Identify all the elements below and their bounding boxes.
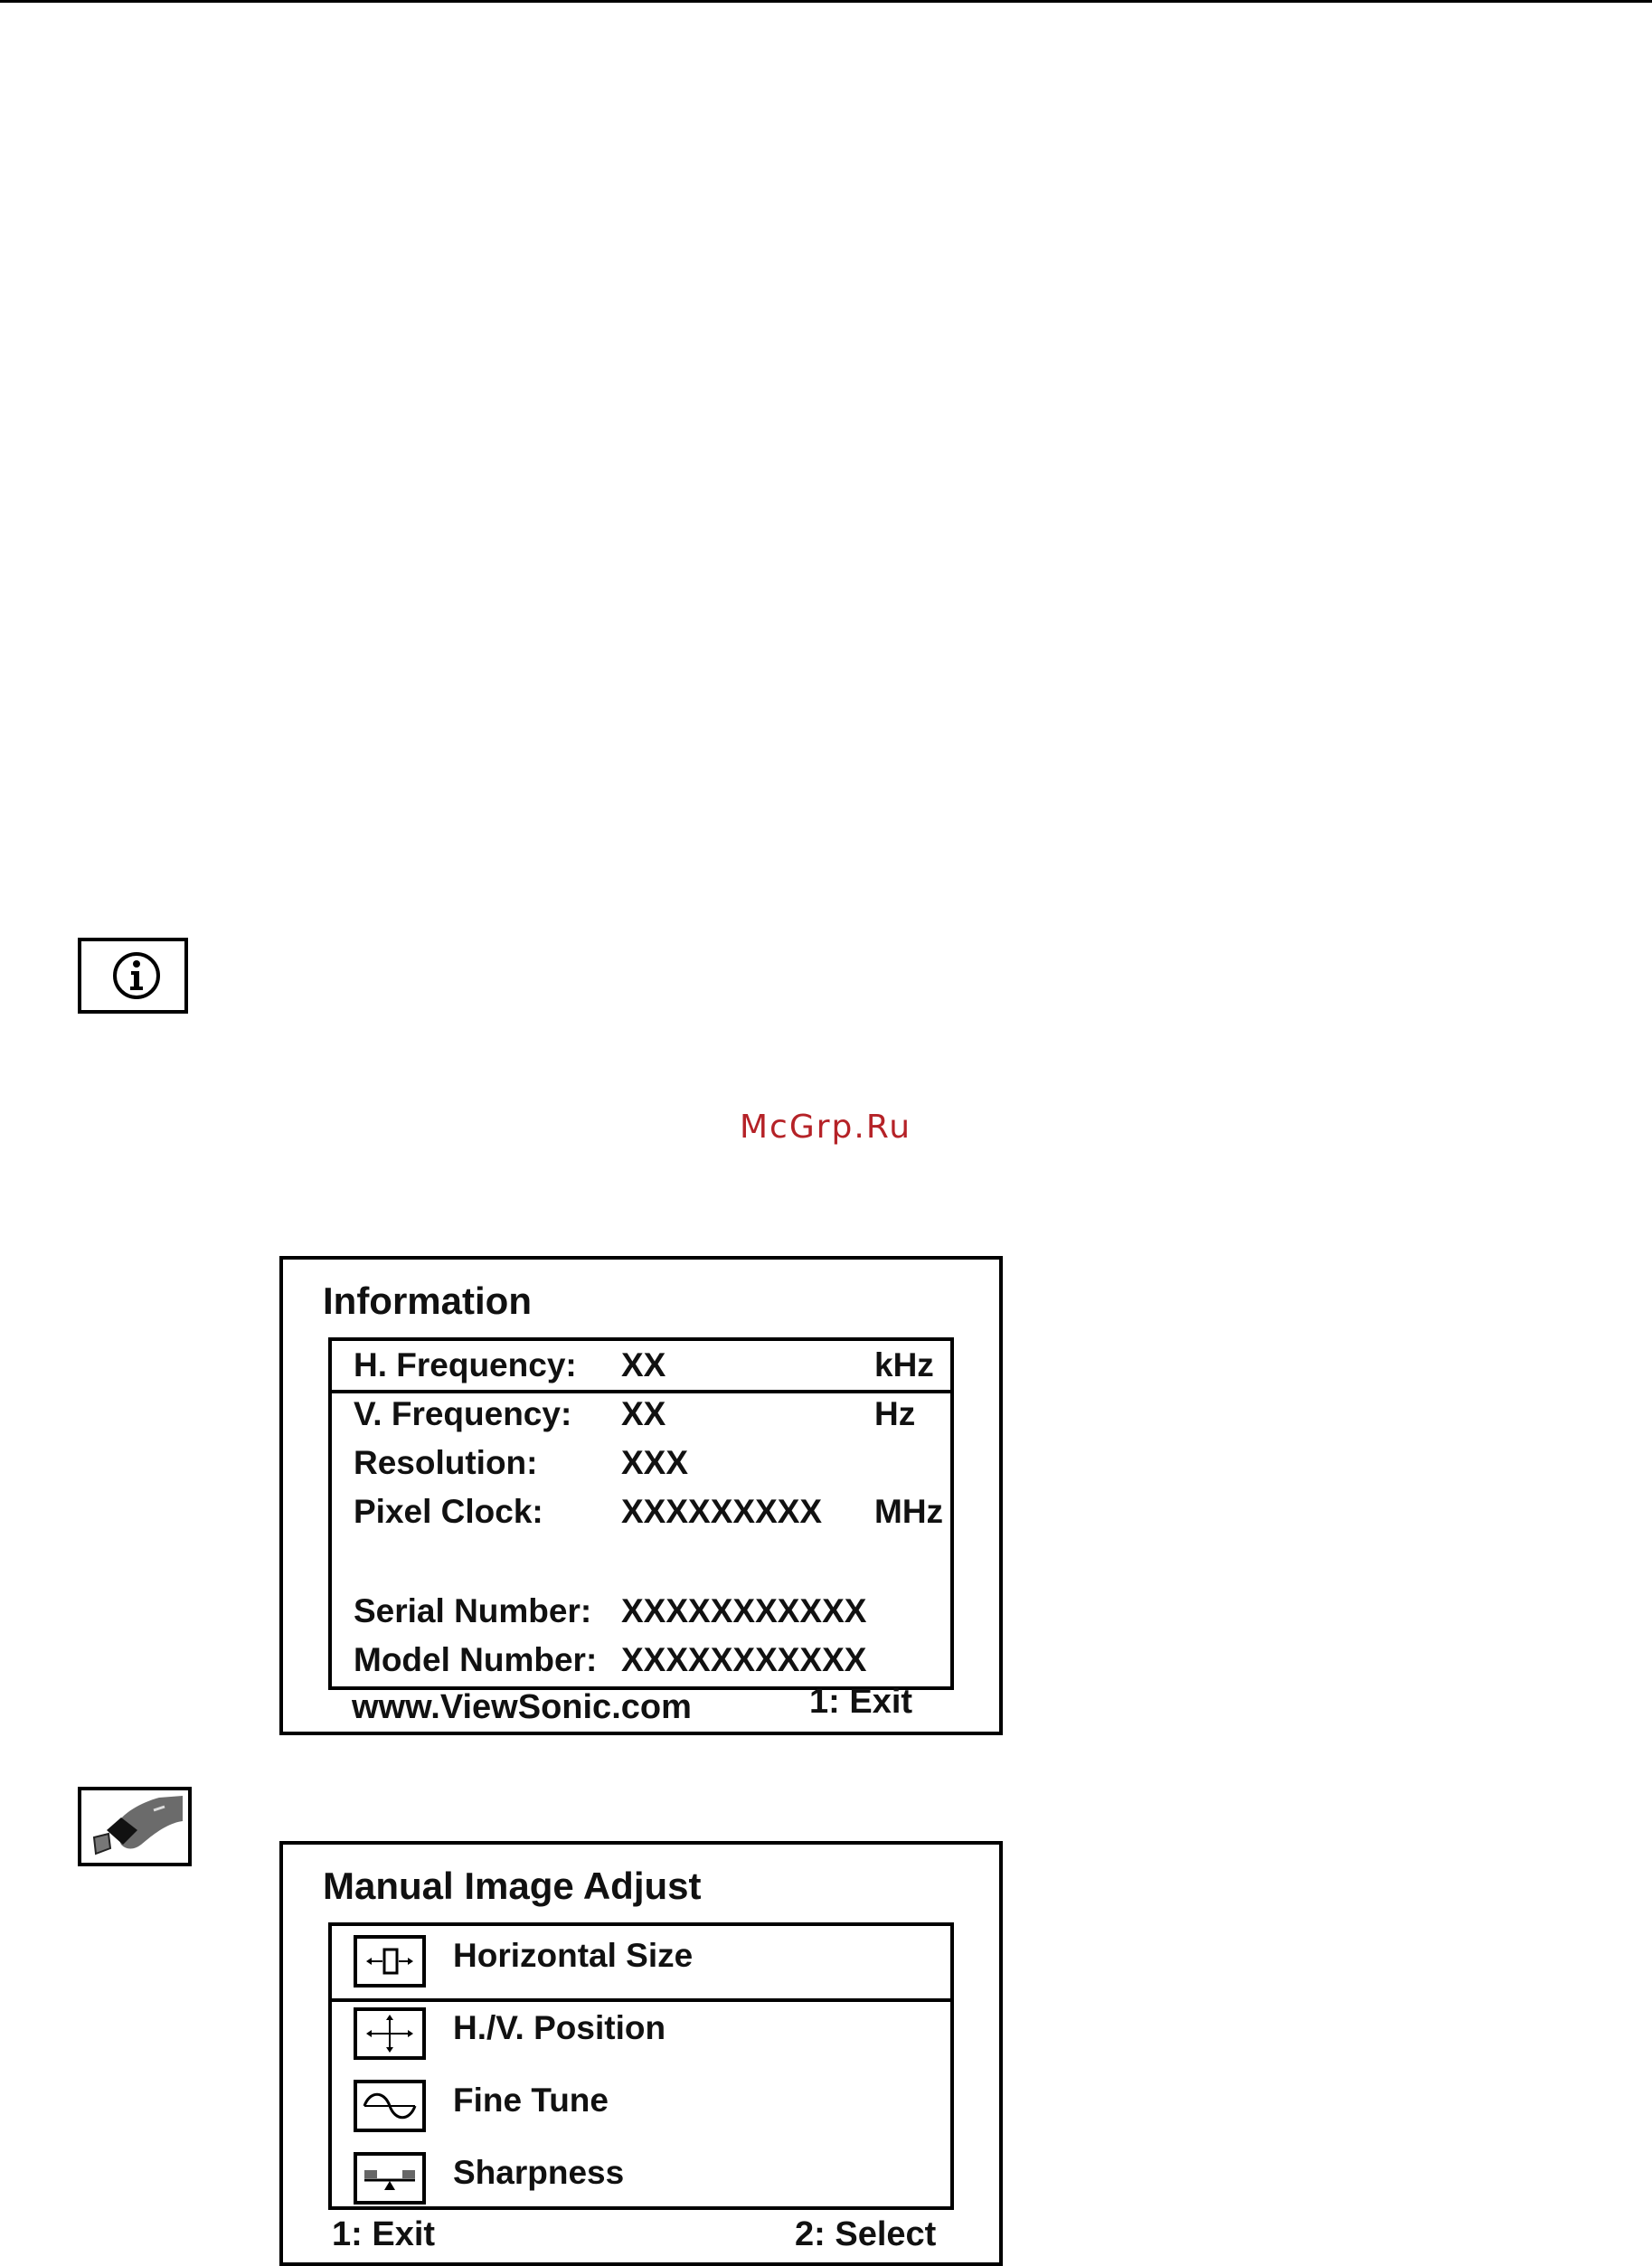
- menu-item-hv-position[interactable]: [332, 1998, 950, 2071]
- info-label: V. Frequency:: [354, 1395, 572, 1432]
- horizontal-size-icon: [354, 1935, 426, 1987]
- info-value: XX: [621, 1346, 666, 1383]
- info-label: Resolution:: [354, 1444, 538, 1481]
- menu-item-label: H./V. Position: [453, 2009, 666, 2046]
- manual-image-adjust-title: Manual Image Adjust: [323, 1865, 702, 1907]
- info-row-model-number: [332, 1636, 950, 1685]
- manual-image-adjust-panel: [279, 1841, 1003, 2266]
- info-row-serial-number: [332, 1587, 950, 1636]
- menu-item-sharpness[interactable]: [332, 2143, 950, 2215]
- info-value: XXXXXXXXX: [621, 1493, 823, 1530]
- menu-item-label: Sharpness: [453, 2154, 625, 2191]
- information-panel: [279, 1256, 1003, 1735]
- sine-wave-icon: [354, 2080, 426, 2132]
- viewsonic-url: www.ViewSonic.com: [352, 1688, 692, 1726]
- watermark: McGrp.Ru: [740, 1109, 912, 1146]
- menu-item-horizontal-size[interactable]: [332, 1926, 950, 2002]
- menu-item-label: Horizontal Size: [453, 1937, 694, 1974]
- info-value: XXX: [621, 1444, 689, 1481]
- select-hint: 2: Select: [795, 2215, 937, 2253]
- info-value: XXXXXXXXXXX: [621, 1592, 867, 1629]
- info-label: H. Frequency:: [354, 1346, 577, 1383]
- info-icon: [78, 938, 188, 1014]
- manual-image-adjust-menu: [328, 1922, 954, 2210]
- menu-item-fine-tune[interactable]: [332, 2071, 950, 2143]
- exit-hint: 1: Exit: [332, 2215, 436, 2253]
- info-value: XX: [621, 1395, 666, 1432]
- info-row-pixel-clock: [332, 1487, 950, 1536]
- top-rule: [0, 0, 1652, 3]
- info-row-resolution: [332, 1439, 950, 1487]
- information-title: Information: [323, 1279, 532, 1322]
- info-label: Model Number:: [354, 1641, 598, 1678]
- info-label: Serial Number:: [354, 1592, 592, 1629]
- info-row-h-frequency[interactable]: [332, 1341, 950, 1393]
- info-unit: MHz: [874, 1493, 944, 1530]
- info-label: Pixel Clock:: [354, 1493, 543, 1530]
- position-arrows-icon: [354, 2007, 426, 2060]
- menu-item-label: Fine Tune: [453, 2082, 609, 2119]
- info-unit: kHz: [874, 1346, 934, 1383]
- information-list: [328, 1337, 954, 1690]
- info-unit: Hz: [874, 1395, 916, 1432]
- exit-hint: 1: Exit: [809, 1683, 913, 1721]
- sharpness-icon: [354, 2152, 426, 2205]
- hand-tool-icon: [78, 1787, 192, 1866]
- info-row-v-frequency: [332, 1390, 950, 1439]
- info-value: XXXXXXXXXXX: [621, 1641, 867, 1678]
